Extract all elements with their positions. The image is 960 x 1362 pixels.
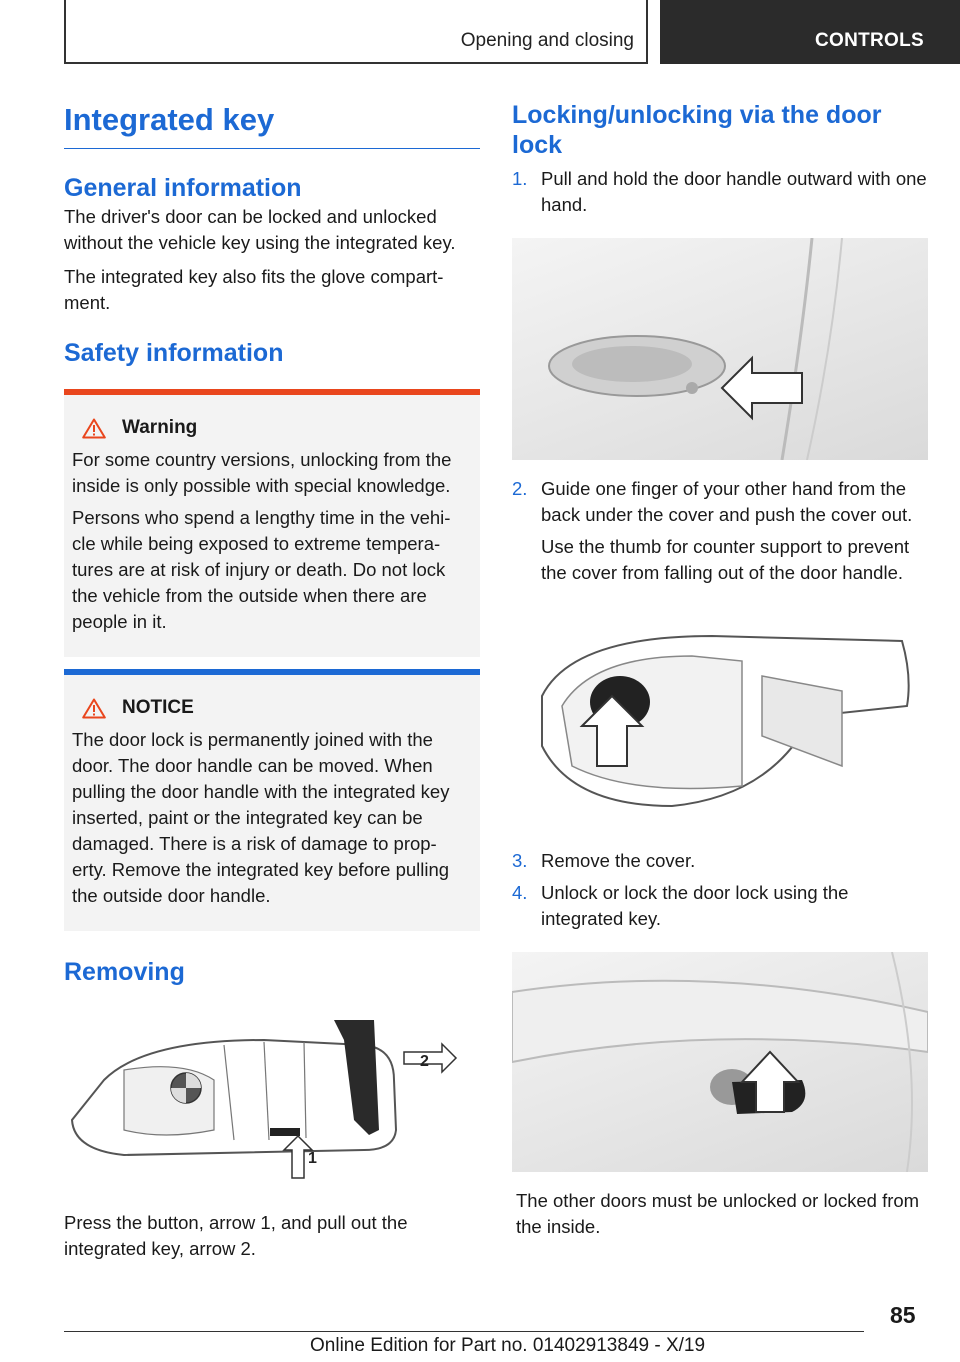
step-3 xyxy=(512,848,928,874)
notice-box xyxy=(64,669,480,931)
step-text: Remove the cover. xyxy=(541,850,696,871)
closing-note: The other doors must be unlocked or locked from the inside. xyxy=(516,1190,920,1237)
header-section-title: Opening and closing xyxy=(460,30,634,51)
right-column xyxy=(512,100,928,1240)
step-2 xyxy=(512,476,928,586)
step-text xyxy=(541,476,928,586)
notice-p1: The door lock is permanently joined with the door. The door handle can be moved. When pulling the door handle with the integrated key inserted, paint or the integrated key can be damaged. There is a risk of damage to prop‐ erty. Remove the integrated key before pulling the outside door handle. xyxy=(72,729,450,906)
warning-p2: Persons who spend a lengthy time in the vehi‐ cle while being exposed to extreme tempera‐ tures are at risk of injury or death. Do not lock the vehicle from the outside when there are people in it. xyxy=(72,507,451,632)
step-number: 4. xyxy=(512,882,528,903)
warning-title-text: Warning xyxy=(122,417,198,438)
cover-removal-illustration xyxy=(512,616,928,832)
safety-info-heading: Safety information xyxy=(64,339,284,367)
removing-arrow1-label: 1 xyxy=(308,1150,317,1167)
removing-arrow2-label: 2 xyxy=(420,1053,429,1070)
warning-title xyxy=(82,417,472,439)
step-4 xyxy=(512,880,928,932)
step-text: Unlock or lock the door lock using the integrated key. xyxy=(541,882,849,929)
door-handle-photo xyxy=(512,238,928,460)
notice-title xyxy=(82,697,472,719)
general-info-heading: General information xyxy=(64,174,302,202)
general-info-p1: The driver's door can be locked and unlocked without the vehicle key using the integrated key. xyxy=(64,206,456,253)
notice-triangle-icon xyxy=(82,698,106,719)
header-chapter-title: CONTROLS xyxy=(815,30,925,51)
removing-heading: Removing xyxy=(64,958,185,986)
step-1 xyxy=(512,166,928,218)
header-section-box xyxy=(64,0,648,64)
footer-edition: Online Edition for Part no. 01402913849 - X/19 xyxy=(310,1335,706,1356)
notice-title-text: NOTICE xyxy=(122,697,194,718)
step-2-text: Guide one finger of your other hand from the back under the cover and push the cover out. xyxy=(541,478,913,525)
key-in-lock-photo xyxy=(512,952,928,1172)
step-number: 3. xyxy=(512,850,528,871)
step-2-extra: Use the thumb for counter support to prevent the cover from falling out of the door handle. xyxy=(541,536,910,583)
removing-caption: Press the button, arrow 1, and pull out the integrated key, arrow 2. xyxy=(64,1212,408,1259)
warning-triangle-icon xyxy=(82,418,106,439)
step-number: 2. xyxy=(512,478,528,499)
step-number: 1. xyxy=(512,168,528,189)
door-lock-heading: Locking/unlocking via the door lock xyxy=(512,101,882,159)
key-illustration xyxy=(64,1000,480,1190)
page-number: 85 xyxy=(890,1302,916,1328)
warning-p1: For some country versions, unlocking from the inside is only possible with special knowledge. xyxy=(72,449,452,496)
header-chapter-box xyxy=(660,0,960,64)
general-info-p2: The integrated key also fits the glove compart‐ ment. xyxy=(64,266,444,313)
page-title: Integrated key xyxy=(64,100,480,149)
left-column xyxy=(64,100,480,1262)
footer-divider xyxy=(64,1331,864,1332)
warning-box xyxy=(64,389,480,657)
step-text: Pull and hold the door handle outward with one hand. xyxy=(541,168,927,215)
